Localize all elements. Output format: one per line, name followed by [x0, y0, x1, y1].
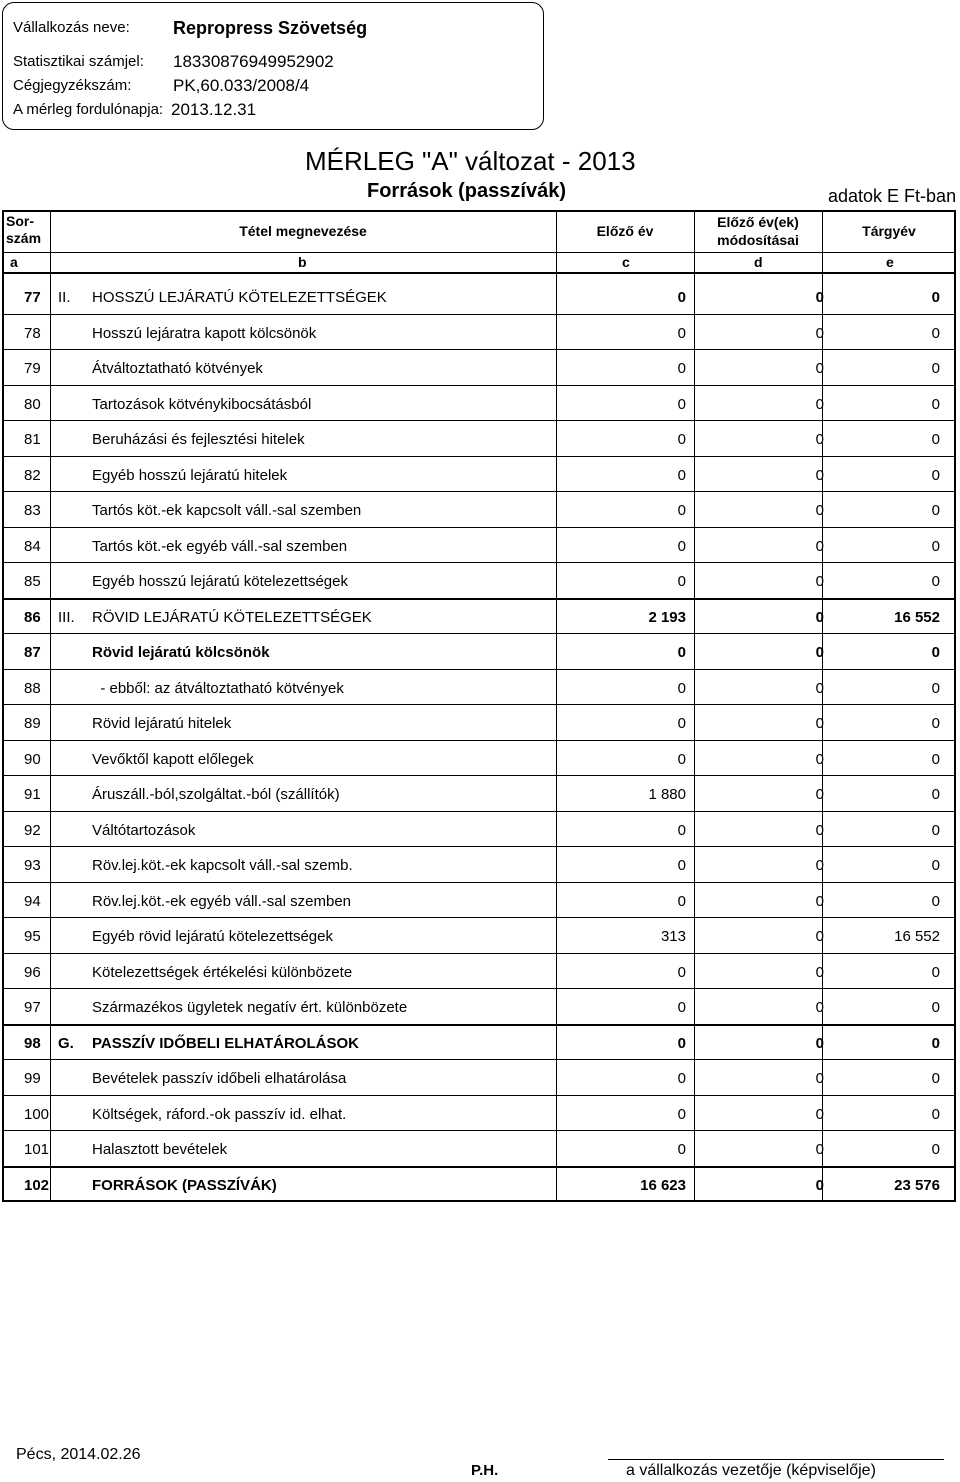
row-prev-value: 313 — [660, 928, 686, 945]
row-divider — [2, 917, 956, 918]
row-divider — [2, 704, 956, 705]
row-item-name: Hosszú lejáratra kapott kölcsönök — [92, 324, 317, 342]
row-item-name: Halasztott bevételek — [92, 1141, 228, 1158]
row-prev-value: 1 880 — [648, 786, 686, 803]
row-item-name: FORRÁSOK (PASSZÍVÁK) — [92, 1176, 277, 1194]
letter-a: a — [10, 254, 18, 270]
row-mod-value: 0 — [815, 892, 824, 910]
balance-date: 2013.12.31 — [171, 100, 257, 119]
row-divider — [2, 775, 956, 776]
row-curr-value: 0 — [931, 750, 940, 768]
row-mod-value: 0 — [815, 644, 824, 661]
row-divider — [2, 740, 956, 741]
page-title: MÉRLEG "A" változat - 2013 — [305, 146, 636, 176]
row-number: 77 — [24, 289, 41, 306]
row-number: 93 — [24, 857, 41, 874]
row-item-name: Váltótartozások — [92, 821, 196, 839]
row-prev-value: 0 — [677, 892, 686, 910]
row-prev-value: 0 — [677, 1105, 686, 1123]
row-mod-value: 0 — [815, 786, 824, 803]
row-item-name: Egyéb hosszú lejáratú hitelek — [92, 466, 288, 484]
row-mod-value: 0 — [815, 1105, 824, 1123]
row-item-name: HOSSZÚ LEJÁRATÚ KÖTELEZETTSÉGEK — [92, 289, 387, 306]
row-prev-value: 0 — [677, 644, 686, 661]
letter-d: d — [754, 254, 763, 270]
table-row — [2, 990, 956, 1025]
row-item-name: Röv.lej.köt.-ek kapcsolt váll.-sal szemb. — [92, 857, 353, 874]
row-prev-value: 0 — [677, 573, 686, 590]
table-row — [2, 1061, 956, 1096]
row-prev-value: 2 193 — [648, 608, 686, 626]
company-name: Repropress Szövetség — [173, 18, 368, 38]
table-row — [2, 848, 956, 883]
row-mod-value: 0 — [815, 999, 824, 1016]
row-mod-value: 0 — [815, 289, 824, 306]
table-row — [2, 706, 956, 741]
header-sor-line1: Sor- — [6, 213, 34, 229]
row-curr-value: 0 — [931, 324, 940, 342]
row-section-mark: II. — [58, 289, 71, 306]
row-number: 78 — [24, 324, 41, 342]
row-item-name: Egyéb rövid lejáratú kötelezettségek — [92, 928, 333, 945]
row-divider — [2, 491, 956, 492]
row-number: 95 — [24, 928, 41, 945]
table-row — [2, 919, 956, 954]
row-number: 83 — [24, 502, 41, 519]
row-curr-value: 0 — [931, 1141, 940, 1158]
row-prev-value: 0 — [677, 821, 686, 839]
table-row — [2, 742, 956, 777]
row-divider — [2, 420, 956, 421]
row-item-name: Kötelezettségek értékelési különbözete — [92, 963, 353, 981]
row-item-name: Áruszáll.-ból,szolgáltat.-ból (szállítók) — [92, 786, 340, 803]
row-divider — [2, 669, 956, 670]
row-number: 101 — [24, 1141, 50, 1158]
balance-date-label: A mérleg fordulónapja: — [13, 101, 164, 118]
row-item-name: Költségek, ráford.-ok passzív id. elhat. — [92, 1105, 347, 1123]
row-divider — [2, 385, 956, 386]
company-name-label: Vállalkozás neve: — [13, 19, 130, 36]
table-row — [2, 777, 956, 812]
footer-place-date: Pécs, 2014.02.26 — [16, 1446, 141, 1463]
row-number: 99 — [24, 1070, 41, 1087]
table-row — [2, 529, 956, 564]
row-item-name: Bevételek passzív időbeli elhatárolása — [92, 1070, 347, 1087]
table-row — [2, 458, 956, 493]
table-row — [2, 564, 956, 599]
row-mod-value: 0 — [815, 715, 824, 732]
letter-b: b — [298, 254, 307, 270]
row-number: 85 — [24, 573, 41, 590]
row-curr-value: 0 — [931, 502, 940, 519]
row-number: 88 — [24, 679, 41, 697]
row-mod-value: 0 — [815, 537, 824, 555]
company-info-box — [2, 2, 544, 130]
letter-c: c — [622, 254, 630, 270]
row-prev-value: 0 — [677, 1070, 686, 1087]
row-curr-value: 0 — [931, 573, 940, 590]
row-item-name: Rövid lejáratú kölcsönök — [92, 644, 270, 661]
row-mod-value: 0 — [815, 1141, 824, 1158]
row-divider — [2, 1130, 956, 1131]
footer-stamp-label: P.H. — [471, 1462, 499, 1479]
row-prev-value: 0 — [677, 750, 686, 768]
row-item-name: Átváltoztatható kötvények — [92, 360, 263, 377]
row-number: 82 — [24, 466, 41, 484]
row-curr-value: 0 — [931, 857, 940, 874]
row-divider — [2, 633, 956, 634]
page-subtitle: Források (passzívák) — [367, 180, 566, 202]
row-prev-value: 0 — [677, 537, 686, 555]
row-number: 80 — [24, 395, 41, 413]
row-curr-value: 23 576 — [894, 1176, 940, 1194]
row-curr-value: 0 — [931, 786, 940, 803]
row-item-name: Tartós köt.-ek egyéb váll.-sal szemben — [92, 537, 348, 555]
row-curr-value: 0 — [931, 1070, 940, 1087]
row-number: 87 — [24, 644, 41, 661]
row-divider — [2, 349, 956, 350]
row-mod-value: 0 — [815, 395, 824, 413]
row-divider — [2, 1095, 956, 1096]
row-divider — [2, 953, 956, 954]
row-number: 89 — [24, 715, 41, 732]
row-divider — [2, 882, 956, 883]
row-curr-value: 0 — [931, 963, 940, 981]
table-row — [2, 635, 956, 670]
table-row — [2, 884, 956, 919]
row-curr-value: 0 — [931, 679, 940, 697]
row-divider — [2, 456, 956, 457]
row-item-name: Tartozások kötvénykibocsátásból — [92, 395, 312, 413]
row-section-mark: III. — [58, 608, 75, 626]
row-curr-value: 0 — [931, 360, 940, 377]
row-mod-value: 0 — [815, 1070, 824, 1087]
row-mod-value: 0 — [815, 928, 824, 945]
row-prev-value: 0 — [677, 715, 686, 732]
row-item-name: Egyéb hosszú lejáratú kötelezettségek — [92, 573, 348, 590]
row-number: 102 — [24, 1176, 50, 1194]
row-prev-value: 0 — [677, 466, 686, 484]
footer-signature-label: a vállalkozás vezetője (képviselője) — [626, 1462, 876, 1479]
row-mod-value: 0 — [815, 1176, 824, 1194]
row-curr-value: 0 — [931, 466, 940, 484]
table-row — [2, 1132, 956, 1167]
row-mod-value: 0 — [815, 750, 824, 768]
row-prev-value: 0 — [677, 963, 686, 981]
table-row — [2, 1097, 956, 1132]
row-prev-value: 0 — [677, 679, 686, 697]
stat-number-label: Statisztikai számjel: — [13, 53, 144, 70]
table-row — [2, 955, 956, 990]
row-prev-value: 0 — [677, 502, 686, 519]
row-mod-value: 0 — [815, 502, 824, 519]
row-divider — [2, 527, 956, 528]
row-number: 94 — [24, 892, 41, 910]
row-number: 100 — [24, 1105, 50, 1123]
row-number: 81 — [24, 431, 41, 448]
table-row — [2, 493, 956, 528]
row-mod-value: 0 — [815, 608, 824, 626]
row-prev-value: 0 — [677, 431, 686, 448]
row-item-name: Származékos ügyletek negatív ért. különbözete — [92, 999, 408, 1016]
row-mod-value: 0 — [815, 1034, 824, 1052]
row-item-name: PASSZÍV IDŐBELI ELHATÁROLÁSOK — [92, 1034, 359, 1052]
row-mod-value: 0 — [815, 857, 824, 874]
row-mod-value: 0 — [815, 466, 824, 484]
table-row — [2, 600, 956, 635]
row-section-mark: G. — [58, 1034, 74, 1052]
row-divider — [2, 1059, 956, 1060]
row-curr-value: 0 — [931, 289, 940, 306]
row-mod-value: 0 — [815, 679, 824, 697]
row-number: 98 — [24, 1034, 41, 1052]
row-item-name: - ebből: az átváltoztatható kötvények — [92, 679, 344, 697]
table-row — [2, 351, 956, 386]
row-item-name: Röv.lej.köt.-ek egyéb váll.-sal szemben — [92, 892, 351, 910]
row-mod-value: 0 — [815, 963, 824, 981]
row-item-name: Rövid lejáratú hitelek — [92, 715, 232, 732]
row-curr-value: 16 552 — [894, 928, 940, 945]
row-divider — [2, 988, 956, 989]
row-mod-value: 0 — [815, 821, 824, 839]
header-mod-line1: Előző év(ek) — [717, 214, 799, 230]
header-sor — [6, 213, 46, 247]
row-curr-value: 0 — [931, 537, 940, 555]
row-divider — [2, 314, 956, 315]
row-curr-value: 0 — [931, 644, 940, 661]
reg-number: PK,60.033/2008/4 — [173, 76, 310, 95]
header-divider — [2, 252, 956, 253]
row-item-name: RÖVID LEJÁRATÚ KÖTELEZETTSÉGEK — [92, 608, 372, 626]
unit-note: adatok E Ft-ban — [828, 186, 957, 206]
row-prev-value: 0 — [677, 395, 686, 413]
table-row — [2, 813, 956, 848]
row-prev-value: 0 — [677, 999, 686, 1016]
row-item-name: Beruházási és fejlesztési hitelek — [92, 431, 305, 448]
row-curr-value: 0 — [931, 715, 940, 732]
row-number: 84 — [24, 537, 41, 555]
header-sor-line2: szám — [6, 230, 42, 246]
table-row — [2, 280, 956, 315]
table-row — [2, 316, 956, 351]
row-prev-value: 0 — [677, 1034, 686, 1052]
row-curr-value: 0 — [931, 892, 940, 910]
letter-e: e — [886, 254, 894, 270]
stat-number: 18330876949952902 — [173, 52, 334, 71]
table-row — [2, 671, 956, 706]
header-mod — [694, 213, 822, 249]
row-number: 92 — [24, 821, 41, 839]
table-row — [2, 1026, 956, 1061]
row-prev-value: 0 — [677, 1141, 686, 1158]
reg-number-label: Cégjegyzékszám: — [13, 77, 132, 94]
row-divider — [2, 811, 956, 812]
row-mod-value: 0 — [815, 360, 824, 377]
header-curr: Tárgyév — [862, 223, 916, 239]
row-curr-value: 16 552 — [894, 608, 940, 626]
header-mod-line2: módosításai — [717, 232, 799, 248]
row-prev-value: 0 — [677, 360, 686, 377]
row-number: 91 — [24, 786, 41, 803]
row-number: 97 — [24, 999, 41, 1016]
row-prev-value: 0 — [677, 857, 686, 874]
row-mod-value: 0 — [815, 431, 824, 448]
row-mod-value: 0 — [815, 324, 824, 342]
row-divider — [2, 562, 956, 563]
row-prev-value: 0 — [677, 324, 686, 342]
row-curr-value: 0 — [931, 395, 940, 413]
row-curr-value: 0 — [931, 821, 940, 839]
table-row — [2, 387, 956, 422]
header-bottom-border — [2, 272, 956, 274]
row-divider — [2, 846, 956, 847]
signature-line — [608, 1459, 944, 1460]
header-item: Tétel megnevezése — [239, 223, 367, 239]
row-number: 79 — [24, 360, 41, 377]
row-number: 90 — [24, 750, 41, 768]
row-number: 96 — [24, 963, 41, 981]
row-number: 86 — [24, 608, 41, 626]
row-curr-value: 0 — [931, 1105, 940, 1123]
row-curr-value: 0 — [931, 431, 940, 448]
table-row — [2, 422, 956, 457]
row-prev-value: 0 — [677, 289, 686, 306]
header-prev: Előző év — [596, 223, 654, 239]
row-prev-value: 16 623 — [640, 1176, 686, 1194]
table-row — [2, 1168, 956, 1203]
row-item-name: Tartós köt.-ek kapcsolt váll.-sal szemben — [92, 502, 362, 519]
row-curr-value: 0 — [931, 999, 940, 1016]
row-mod-value: 0 — [815, 573, 824, 590]
row-curr-value: 0 — [931, 1034, 940, 1052]
row-item-name: Vevőktől kapott előlegek — [92, 750, 254, 768]
